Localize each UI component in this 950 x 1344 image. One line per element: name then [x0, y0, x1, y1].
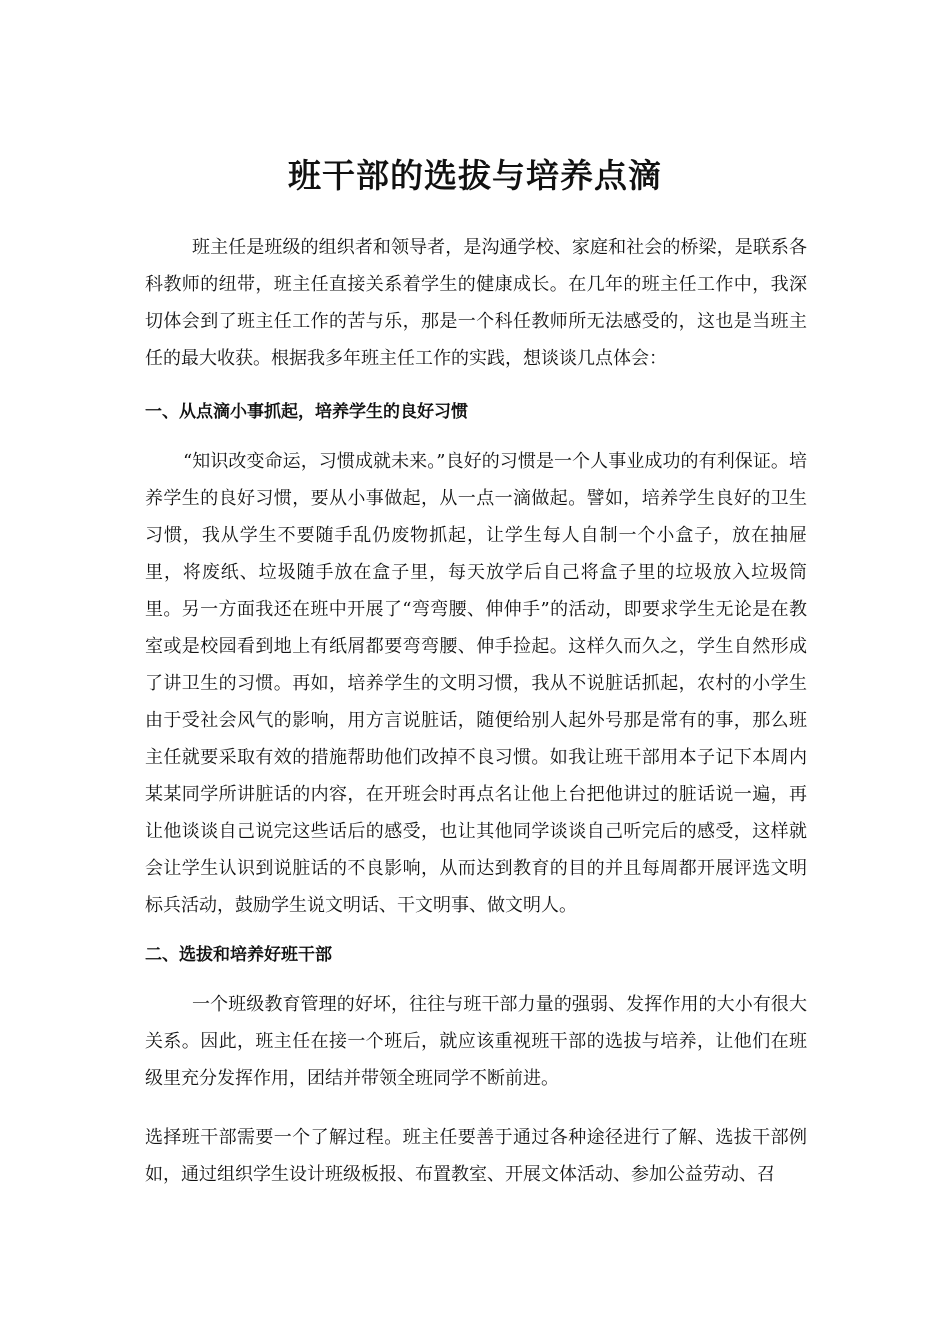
paragraph-intro: 班主任是班级的组织者和领导者，是沟通学校、家庭和社会的桥梁，是联系各科教师的纽带，班主任直接关系着学生的健康成长。在几年的班主任工作中，我深切体会到了班主任工作的苦与乐，那是一个科任教师所无法感受的，这也是当班主任的最大收获。根据我多年班主任工作的实践，想谈谈几点体会：	[145, 237, 807, 369]
section-heading-2: 二、选拔和培养好班干部	[145, 945, 332, 965]
section-heading-1: 一、从点滴小事抓起，培养学生的良好习惯	[145, 402, 468, 422]
paragraph-selection: 选择班干部需要一个了解过程。班主任要善于通过各种途径进行了解、选拔干部例如，通过组织学生设计班级板报、布置教室、开展文体活动、参加公益劳动、召	[145, 1127, 807, 1185]
paragraph-class-leaders: 一个班级教育管理的好坏，往往与班干部力量的强弱、发挥作用的大小有很大关系。因此，班主任在接一个班后，就应该重视班干部的选拔与培养，让他们在班级里充分发挥作用，团结并带领全班同学不断前进。	[145, 994, 807, 1089]
document-body	[145, 229, 807, 1193]
page-title: 班干部的选拔与培养点滴	[288, 156, 662, 196]
paragraph-habits: “知识改变命运，习惯成就未来。”良好的习惯是一个人事业成功的有利保证。培养学生的良好习惯，要从小事做起，从一点一滴做起。譬如，培养学生良好的卫生习惯，我从学生不要随手乱仍废物抓起，让学生每人自制一个小盒子，放在抽屉里，将废纸、垃圾随手放在盒子里，每天放学后自己将盒子里的垃圾放入垃圾筒里。另一方面我还在班中开展了“弯弯腰、伸伸手”的活动，即要求学生无论是在教室或是校园看到地上有纸屑都要弯弯腰、伸手捡起。这样久而久之，学生自然形成了讲卫生的习惯。再如，培养学生的文明习惯，我从不说脏话抓起，农村的小学生由于受社会风气的影响，用方言说脏话，随便给别人起外号那是常有的事，那么班主任就要采取有效的措施帮助他们改掉不良习惯。如我让班干部用本子记下本周内某某同学所讲脏话的内容，在开班会时再点名让他上台把他讲过的脏话说一遍，再让他谈谈自己说完这些话后的感受，也让其他同学谈谈自己听完后的感受，这样就会让学生认识到说脏话的不良影响，从而达到教育的目的并且每周都开展评选文明标兵活动，鼓励学生说文明话、干文明事、做文明人。	[145, 451, 807, 916]
